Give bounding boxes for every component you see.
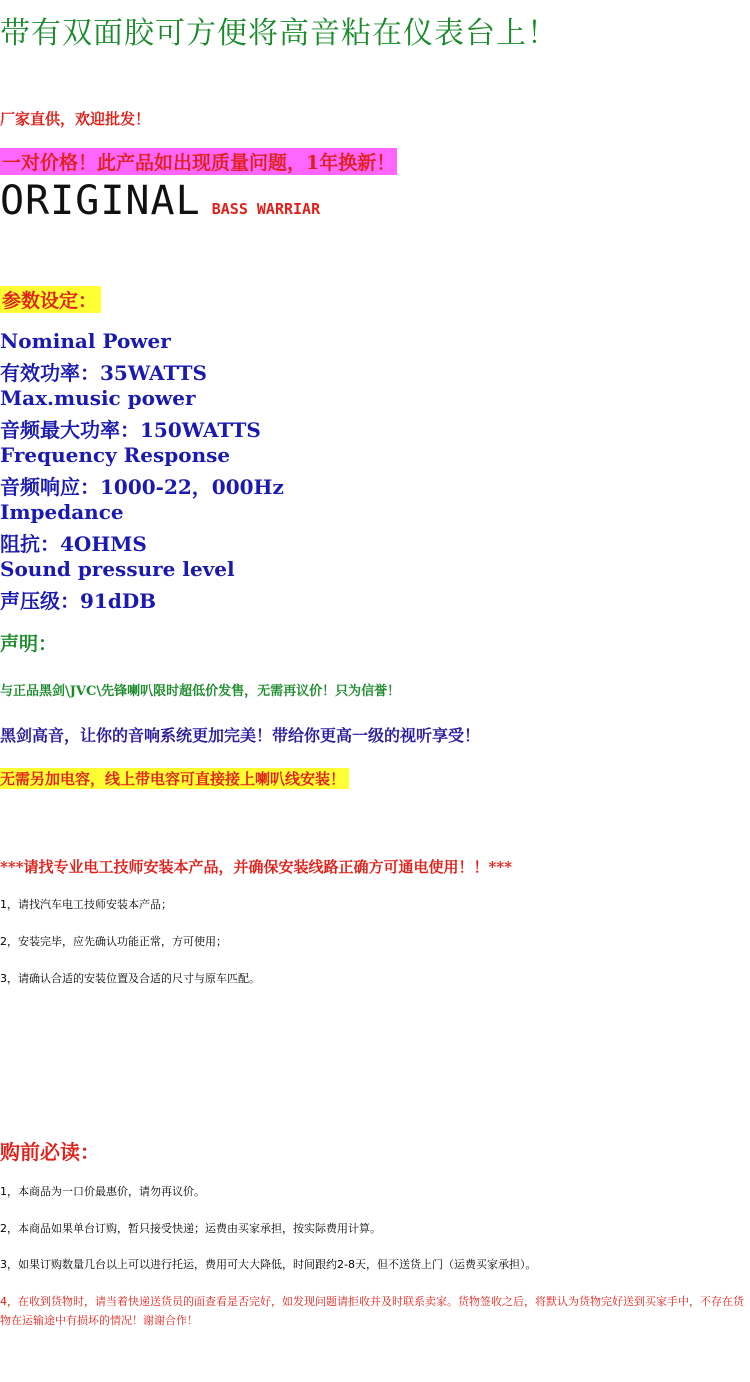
prepurchase-item-2: 2，本商品如果单台订购，暂只接受快递；运费由买家承担，按实际费用计算。: [0, 1222, 381, 1235]
spec-en-impedance: Impedance: [0, 500, 124, 524]
spec-en-sound-pressure: Sound pressure level: [0, 557, 235, 581]
install-warning: ***请找专业电工技师安装本产品，并确保安装线路正确方可通电使用！！***: [0, 858, 513, 876]
install-item-3: 3，请确认合适的安装位置及合适的尺寸与原车匹配。: [0, 972, 260, 985]
declaration-title: 声明：: [0, 633, 58, 655]
install-item-1: 1，请找汽车电工技师安装本产品；: [0, 898, 172, 911]
params-title: 参数设定：: [0, 286, 101, 313]
spec-en-max-music-power: Max.music power: [0, 386, 196, 410]
prepurchase-item-1: 1，本商品为一口价最惠价，请勿再议价。: [0, 1185, 205, 1198]
factory-direct-line: 厂家直供，欢迎批发！: [0, 110, 151, 128]
spec-cn-max-music-power: 音频最大功率：150WATTS: [0, 418, 261, 442]
spec-en-frequency-response: Frequency Response: [0, 443, 231, 467]
install-item-2: 2，安装完毕，应先确认功能正常，方可使用；: [0, 935, 227, 948]
prepurchase-item-4: 4，在收到货物时，请当着快递送货员的面查看是否完好，如发现问题请拒收并及时联系卖家。货物签收之后，将默认为货物完好送到买家手中，不存在货物在运输途中有损坏的情况！谢谢合作！: [0, 1295, 744, 1327]
declaration-line-1: 与正品黑剑\JVC\先锋喇叭限时超低价发售，无需再议价！只为信誉！: [0, 684, 401, 699]
headline: 带有双面胶可方便将高音粘在仪表台上！: [0, 16, 558, 51]
spec-cn-sound-pressure: 声压级：91dDB: [0, 589, 157, 613]
spec-cn-impedance: 阻抗：4OHMS: [0, 532, 147, 556]
brand-original: ORIGINAL: [0, 178, 201, 224]
price-notice: 一对价格！此产品如出现质量问题，1年换新！: [0, 148, 397, 175]
brand-bass-warriar: BASS WARRIAR: [211, 200, 321, 218]
prepurchase-title: 购前必读：: [0, 1140, 100, 1164]
spec-en-nominal-power: Nominal Power: [0, 329, 171, 353]
spec-cn-frequency-response: 音频响应：1000-22，000Hz: [0, 475, 284, 499]
declaration-line-2: 黑剑高音，让你的音响系统更加完美！带给你更高一级的视听享受！: [0, 726, 481, 745]
brand-block: [0, 178, 320, 224]
declaration-line-3: 无需另加电容，线上带电容可直接接上喇叭线安装！: [0, 768, 349, 789]
spec-cn-nominal-power: 有效功率：35WATTS: [0, 361, 207, 385]
prepurchase-item-3: 3，如果订购数量几台以上可以进行托运，费用可大大降低，时间跟约2-8天，但不送货上门（运费买家承担）。: [0, 1258, 537, 1271]
